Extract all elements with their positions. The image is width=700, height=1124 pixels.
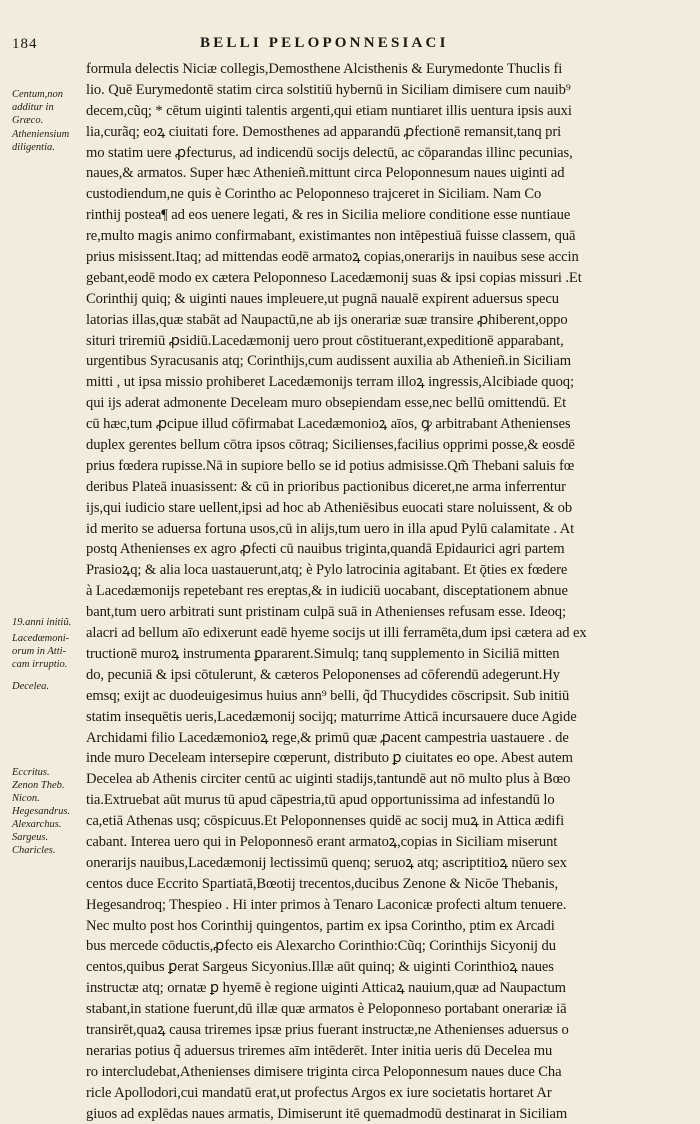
text-line: à Lacedæmonijs repetebant res ereptas,& in iudiciū uocabant, disceptationem abnue (86, 583, 568, 600)
text-line: latorias illas,quæ stabāt ad Naupactū,ne ab ijs onerariæ suæ transire ꝓhiberent,oppo (86, 311, 568, 328)
page-number: 184 (12, 36, 38, 52)
margin-note: Atheniensium diligentia. (12, 129, 70, 153)
margin-note: 19.anni initiũ. (12, 617, 72, 628)
text-line: bant,tum uero arbitrati sunt pristinam culpā suā in Athenienses refusam esse. Ideoq; (86, 604, 566, 621)
text-line: formula delectis Niciæ collegis,Demosthene Alcisthenis & Eurymedonte Thuclis fi (86, 61, 563, 77)
text-line: custodiendum,ne quis è Corintho ac Peloponneso trajceret in Siciliam. Nam Co (86, 186, 542, 203)
text-line: Prasioꝝq; & alia loca uastauerunt,atq; è Pylo latrocinia agitabant. Et ǭties ex fœdere (86, 562, 568, 579)
text-line: cabant. Interea uero qui in Peloponnesō erant armatoꝝ,copias in Siciliam miserunt (86, 833, 558, 850)
text-line: deribus Plateā inuasissent: & cū in prioribus pactionibus diceret,ne arma inferrentur (86, 478, 566, 495)
text-line: prius fœdera rupisse.Nā in supiore bello se id potius admisisse.Qm̃ Thebani saluis fœ (86, 457, 575, 474)
margin-note: Decelea. (12, 681, 50, 692)
text-line: Hegesandroq; Thespieo . Hi inter primos à Tenaro Laconicæ profecti altum tenuere. (86, 896, 567, 913)
text-line: do, pecuniā & ipsi cōtulerunt, & cæteros Peloponenses ad cōferendū adegerunt.Hy (86, 666, 560, 683)
text-line: tia.Extruebat aūt murus tū apud cāpestria,tū apud opportunissima ad infestandū lo (86, 792, 555, 809)
running-title: BELLI PELOPONNESIACI (200, 35, 449, 51)
text-line: centos duce Eccrito Spartiatā,Bœotij trecentos,ducibus Zenone & Nicōe Thebanis, (86, 875, 559, 892)
text-line: stabant,in statione fuerunt,dū illæ quæ armatos è Peloponneso portabant onerariæ iā (86, 1001, 567, 1018)
text-line: giuos ad explēdas naues armatis, Dimiserunt itē quemadmodū destinarat in Siciliam (86, 1105, 568, 1122)
text-line: centos,quibus ꝑerat Sargeus Sicyonius.Illæ aūt quinq; & uiginti Corinthioꝝ naues (86, 959, 554, 976)
text-line: Nec multo post hos Corinthij quingentos, partim ex ipsa Corintho, ptim ex Arcadi (86, 917, 555, 934)
text-line: transirēt,quaꝝ causa triremes ipsæ prius fuerant instructæ,ne Athenienses aduersus o (86, 1021, 569, 1038)
text-line: ricle Apollodori,cui mandatū erat,ut profectus Argos ex iure societatis hortaret Ar (86, 1084, 552, 1101)
text-line: postq Athenienses ex agro ꝓfecti cū nauibus triginta,quandā Epidaurici agri partem (86, 541, 565, 558)
text-line: onerarijs nauibus,Lacedæmonij lectissimū quenq; seruoꝝ atq; ascriptitioꝝ nūero sex (86, 854, 567, 871)
text-line: mo statim uere ꝓfecturus, ad indicendū socijs delectū, ac cōparandas illinc pecunias, (86, 144, 573, 161)
text-line: lia,curãq; eoꝝ ciuitati fore. Demosthenes ad apparandū ꝓfectionē remansit,tanq pri (86, 123, 562, 140)
text-line: alacri ad bellum aīo edixerunt eadē hyeme socijs ut illi ferramēta,dum ipsi cætera ad ex (86, 625, 587, 642)
text-line: lio. Quē Eurymedontē statim circa solstitiū hybernū in Siciliam dimisere cum nauib⁹ (86, 81, 571, 98)
text-line: bus mercede cōductis,ꝓfecto eis Alexarcho Corinthio:Cũq; Corinthijs Sicyonij du (86, 938, 556, 955)
text-line: ro intercludebat,Athenienses dimisere triginta circa Peloponnesum naues duce Cha (86, 1063, 562, 1080)
text-line: duplex gerentes bellum cōtra ipsos cōtraq; Sicilienses,facilius opprimi posse,& eosdē (86, 437, 575, 454)
text-line: urgentibus Syracusanis atq; Corinthijs,cum audissent auxilia ab Athenieñ.in Siciliam (86, 353, 572, 370)
text-line: statim insequētis ueris,Lacedæmonij socijq; maturrime Atticā incursauere duce Agide (86, 708, 577, 725)
text-line: instructæ atq; ornatæ ꝑ hyemē è regione uiginti Atticaꝝ nauium,quæ ad Naupactum (86, 980, 566, 997)
margin-note: Lacedæmoni- orum in Atti- cam irruptio. (12, 633, 70, 670)
text-line: naues,& armatos. Super hæc Athenieñ.mittunt circa Peloponnesum naues uiginti ad (86, 165, 565, 182)
body-text (86, 59, 669, 1124)
text-line: id merito se aduersa fortuna usos,cū in alijs,tum uero in illa apud Pylū calamitate . At (86, 520, 575, 537)
text-line: Archidami filio Lacedæmonioꝝ rege,& primū quæ ꝓacent campestria uastauere . de (86, 729, 569, 746)
text-line: emsq; exijt ac duodeuigesimus huius ann⁹ belli, q̃d Thucydides cōscripsit. Sub initiū (86, 687, 570, 704)
text-line: cū hæc,tum ꝓcipue illud cōfirmabat Lacedæmonioꝝ aīos, ꝙ arbitrabant Athenienses (86, 416, 571, 433)
margin-note: Centum,non additur in Græco. (12, 89, 64, 126)
text-line: prius misissent.Itaq; ad mittendas eodē armatoꝝ copias,onerarijs in nauibus sese accin (86, 249, 579, 266)
text-line: tructionē muroꝝ instrumenta ꝑpararent.Simulq; tanq supplemento in Siciliā mitten (86, 645, 560, 662)
text-line: mitti , ut ipsa missio prohiberet Lacedæmonijs terram illoꝝ ingressis,Alcibiade quoq; (86, 374, 574, 391)
text-line: ca,etiā Athenas usq; cōspicuus.Et Peloponnenses quidē ac socij muꝝ in Attica ædifi (86, 813, 565, 830)
text-line: decem,cũq; * cētum uiginti talentis argenti,qui etiam nuntiaret illis uentura ipsis auxi (86, 102, 572, 119)
text-line: qui ijs aderat admonente Deceleam muro obsepiendam esse,nec bellū omittendū. Et (86, 395, 567, 412)
text-line: situri triremiū ꝓsidiū.Lacedæmonij uero prout cōstituerant,expeditionē apparabant, (86, 332, 564, 349)
margin-note: Eccritus. Zenon Theb. Nicon. Hegesandrus. Alexarchus. Sargeus. Charicles. (12, 767, 71, 856)
text-line: nerarias potius q̃ aduersus triremes aīm intēderēt. Inter initia ueris dū Decelea mu (86, 1042, 553, 1059)
text-line: rinthij postea¶ ad eos uenere legati, & res in Sicilia meliore conditione esse nuntiaue (86, 207, 571, 224)
text-line: ijs,qui iudicio stare uellent,ipsi ad hoc ab Atheniēsibus euocati stare noluissent, & ob (86, 499, 573, 516)
text-line: Corinthij quiq; & uiginti naues impleuere,ut pugnā naualē expirent aduersus specu (86, 290, 559, 307)
text-line: Decelea ab Athenis circiter centū ac uiginti stadijs,tantundē aut nō multo plus à Bœo (86, 771, 571, 788)
text-line: inde muro Deceleam intersepire cœperunt, distributo ꝑ ciuitates eo ope. Abest autem (86, 750, 573, 767)
text-line: re,multo magis animo confirmabant, existimantes non intēpestiuā fuisse classem, quā (86, 228, 576, 245)
text-line: gebant,eodē modo ex cætera Peloponneso Lacedæmonij suas & ipsi copias missuri .Et (86, 269, 582, 286)
